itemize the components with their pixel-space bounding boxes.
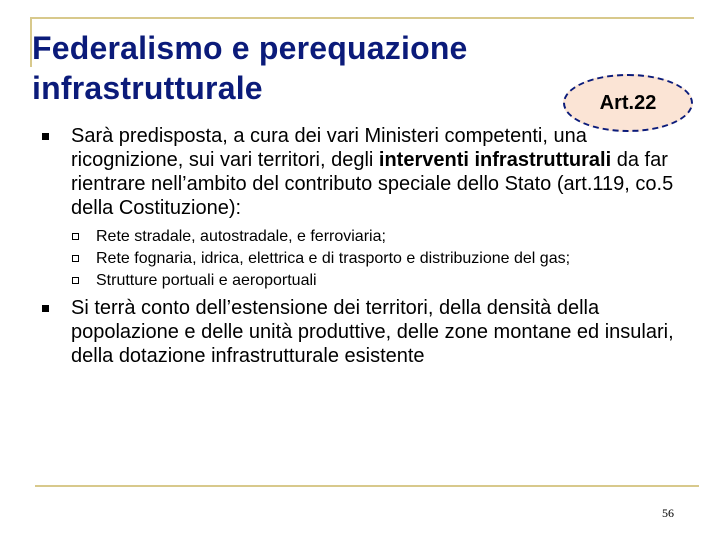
article-badge-label: Art.22 bbox=[599, 91, 657, 114]
square-bullet-icon bbox=[42, 305, 49, 312]
title-line-1: Federalismo e perequazione bbox=[32, 30, 468, 66]
bullet-text: Si terrà conto dell’estensione dei territori, della densità della popolazione e delle unità produttive, delle zone montane ed insulari, della dotazione infrastrutturale esistente bbox=[71, 297, 674, 367]
hollow-square-bullet-icon bbox=[72, 233, 79, 240]
sub-item-text: Strutture portuali e aeroportuali bbox=[96, 272, 317, 289]
bullet-text-after: da far rientrare nell’ambito del contributo speciale dello Stato (art.119, co.5 della Costituzione): bbox=[71, 149, 674, 219]
title-line-2: infrastrutturale bbox=[32, 70, 263, 106]
sub-list-item bbox=[40, 272, 680, 290]
slide-content bbox=[40, 124, 680, 376]
bullet-text-bold: interventi infrastrutturali bbox=[378, 149, 612, 171]
hollow-square-bullet-icon bbox=[72, 277, 79, 284]
hollow-square-bullet-icon bbox=[72, 255, 79, 262]
frame-top-line bbox=[30, 17, 694, 19]
frame-bottom-line bbox=[35, 485, 699, 487]
sub-item-text: Rete fognaria, idrica, elettrica e di trasporto e distribuzione del gas; bbox=[96, 250, 571, 267]
sub-item-text: Rete stradale, autostradale, e ferroviaria; bbox=[96, 228, 386, 245]
page-number: 56 bbox=[662, 506, 674, 520]
slide-title bbox=[32, 28, 468, 108]
sub-list-item bbox=[40, 228, 680, 246]
bullet-item bbox=[40, 296, 680, 368]
square-bullet-icon bbox=[42, 133, 49, 140]
sub-list bbox=[40, 228, 680, 290]
sub-list-item bbox=[40, 250, 680, 268]
bullet-text-before: Sarà predisposta, a cura dei vari Ministeri competenti, una ricognizione, sui vari territori, degli bbox=[71, 125, 587, 171]
bullet-item bbox=[40, 124, 680, 220]
